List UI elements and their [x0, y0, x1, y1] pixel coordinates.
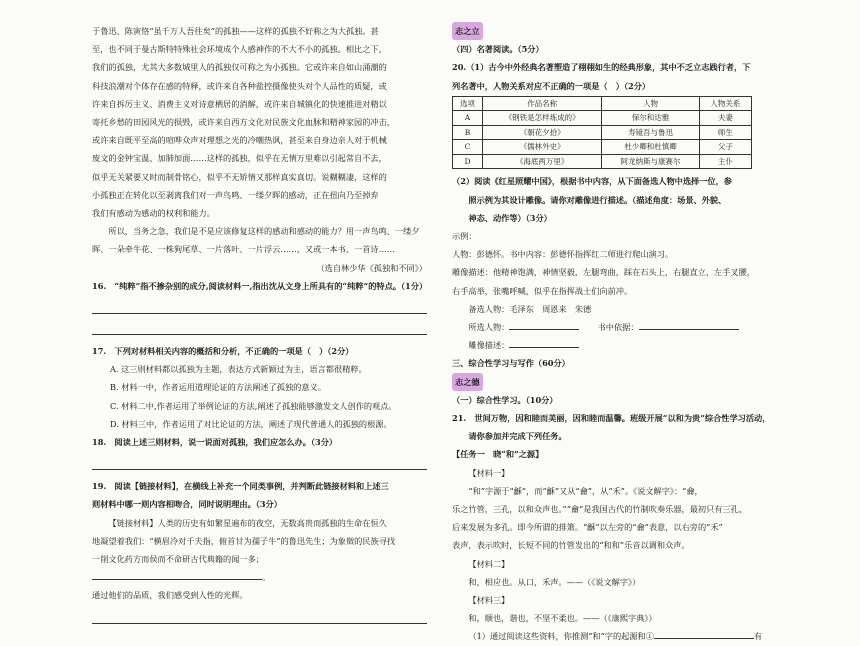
right-column — [452, 22, 782, 646]
table-cell: 《钢铁是怎样炼成的》 — [482, 111, 602, 126]
question-17: 17. 下列对材料相关内容的概括和分析，不正确的一项是（ ）（2分） — [92, 346, 354, 357]
subsection-4: （四）名著阅读。（5分） — [452, 44, 544, 55]
example-line: 雕像描述：他精神饱满，神情坚毅，左腿弯曲，踩在石头上，右腿直立，左手叉腰， — [452, 267, 755, 278]
example-line: 右手高举，张嘴呼喊，似乎在指挥战士们向前冲。 — [452, 285, 633, 296]
passage-line: 至，也不同于曼古斯特特殊社会环境成个人感神作的不大不小的孤独。相比之下， — [92, 44, 387, 55]
question-21-1-end: 有 — [753, 631, 763, 642]
candidate-persons: 备选人物：毛泽东 周恩来 朱德 — [468, 303, 592, 314]
table-cell: 《海底两万里》 — [482, 154, 602, 169]
table-cell: 保尔和达雅 — [602, 111, 699, 126]
passage-last-paragraph: 所以，当务之急，我们是不是应该修复这样的感动和感动的能力？用一声鸟鸣、一缕夕晖、一朵牵牛花、一株狗尾草、一片落叶、一片浮云……，又或一本书、一首诗…… — [92, 226, 420, 255]
table-cell: C — [453, 140, 483, 155]
table-row — [453, 154, 752, 169]
book-basis-label: 书中依据： — [597, 321, 639, 332]
table-header-cell: 人物 — [602, 96, 699, 111]
table-cell: 寿镜吾与鲁迅 — [602, 125, 699, 140]
table-row — [453, 125, 752, 140]
option-d: D. 材料三中，作者运用了对比论证的方法，阐述了现代普通人的孤独的根源。 — [110, 418, 392, 429]
example-label: 示例： — [452, 230, 477, 241]
table-cell: 《朝花夕拾》 — [482, 125, 602, 140]
option-b: B. 材料一中，作者运用道理论证的方法阐述了孤独的意义。 — [110, 382, 326, 393]
passage-line: 废文的金钟宝温、加肺加面……这样的孤独，似乎在无情万里难以引起常自不去， — [92, 153, 387, 164]
question-21-1-text: （1）通过阅读这些资料，你推测“和”字的起源和① — [468, 631, 654, 642]
fill-in-blank[interactable] — [92, 571, 262, 580]
question-16: 16. “纯粹”指不掺杂别的成分,阅读材料一,指出沈从文身上所具有的“纯粹”的特点。（1分） — [92, 280, 428, 291]
passage-line: 或许来自既平至高的喧哗众声对理想之光的冷嘲热讽，甚至来自身边亲人对于机械 — [92, 135, 387, 146]
left-column — [92, 22, 427, 631]
passage-line: 于鲁迅、陈寅恪“虽千万人吾往矣”的孤独——这样的孤独不好称之为大孤独。甚 — [92, 26, 379, 36]
question-21-1 — [452, 627, 782, 645]
question-17-options — [92, 360, 427, 433]
passage-line: 寄托乡愁的田园风光的损毁，或许来自西方文化对民族文化血脉和精神家园的冲击， — [92, 117, 395, 128]
passage-line: 我们有感动为感动的权利和能力。 — [92, 208, 215, 219]
material-3-label: 【材料三】 — [468, 594, 510, 605]
question-21-line2: 请你参加并完成下列任务。 — [468, 431, 567, 442]
material-1-text: 表声，表示吹时，长短不同的竹管发出的“和和”乐音以调和众声。 — [452, 540, 690, 551]
subsection-1: （一）综合性学习。（10分） — [452, 394, 558, 405]
material-2-label: 【材料二】 — [468, 558, 510, 569]
table-cell: 夫妻 — [699, 111, 751, 126]
sculpture-row — [452, 336, 782, 354]
table-header-cell: 人物关系 — [699, 96, 751, 111]
classics-table — [452, 96, 752, 170]
table-header-cell: 选项 — [453, 96, 483, 111]
link-material-line1: 【链接材料】人类的历史有如繁星遍布的夜空，无数高贵而孤独的生命在恒久 — [108, 517, 387, 528]
answer-line[interactable] — [92, 610, 427, 624]
question-20-2-line2: 照示例为其设计雕像。请你对雕像进行描述。（描述角度：场景、外貌、 — [468, 194, 727, 205]
question-18: 18. 阅读上述三则材料，说一说面对孤独，我们应怎么办。（3分） — [92, 437, 338, 448]
table-cell: A — [453, 111, 483, 126]
example-line: 人物：彭德怀。书中内容：彭德怀指挥红二师进行爬山演习。 — [452, 249, 674, 260]
question-19-line1: 19. 阅读【链接材料】，在横线上补充一个同类事例，并判断此链接材料和上述三 — [92, 481, 389, 492]
passage-line: 小孤独正在转化以至剥离我们对一声鸟鸣、一缕夕晖的感动，正在扭向乃至掉弃 — [92, 189, 379, 200]
table-row — [453, 111, 752, 126]
passage-line: 似乎无关紧要又时而制骨铭心，似乎不无矫情又那样真实真切。说糊糊凄，这样的 — [92, 171, 387, 182]
option-a: A. 这三则材料都以孤独为主题，表达方式新颖过为主，语言都很精粹。 — [110, 364, 367, 375]
link-material-line3: 一削文化药方而侯而不命研古代典籍的闻一多；。 — [92, 554, 271, 583]
book-basis-blank[interactable] — [639, 321, 739, 330]
question-20-2-line1: （2）阅读《红星照耀中国》，根据书中内容，从下面备选人物中选择一位，参 — [452, 176, 732, 187]
passage-line: 科技浪潮对个体存在感的特释，或许来自各种盐控摄像使头对个人品性的质疑，或 — [92, 80, 387, 91]
material-1-text: 后来发展为多孔。即今所谓的排箫。“龢”以左旁的“龠”表意，以右旁的“禾” — [452, 522, 723, 533]
table-header-row — [453, 96, 752, 111]
question-19-line2: 则材料中哪一则内容相吻合，同时说明理由。（3分） — [92, 499, 282, 510]
answer-line[interactable] — [92, 456, 427, 470]
table-cell: 主仆 — [699, 154, 751, 169]
material-2-text: 和，相应也。从口，禾声。——（《说文解字》） — [468, 576, 641, 587]
passage — [92, 22, 427, 277]
link-material-line4: 通过他们的品质，我们感受到人性的光辉。 — [92, 590, 248, 601]
table-cell: B — [453, 125, 483, 140]
material-1-label: 【材料一】 — [468, 467, 510, 478]
fill-in-blank[interactable] — [654, 630, 754, 639]
link-material-line2: 地凝望着我们：“横眉冷对千夫指，俯首甘为孺子牛”的鲁迅先生；为象徵的民族寻找 — [92, 535, 396, 546]
passage-line: 许来自拆厉主义、消费主义对诗意栖居的消解，或许来自城镇化的快速推进对精以 — [92, 98, 387, 109]
passage-line: 我们的孤独，尤其大多数城里人的孤独仅可称之为小孤独。它或许来自如山涌潮的 — [92, 62, 387, 73]
passage-source: （选自林少华《孤独和不同》） — [316, 262, 427, 273]
answer-line[interactable] — [92, 300, 427, 314]
material-3-text: 和，顺也，谐也，不坚不柔也。——（《康熙字典》） — [468, 613, 657, 624]
table-cell: 父子 — [699, 140, 751, 155]
pick-person-blank[interactable] — [509, 321, 579, 330]
section-tag-2: 志之德 — [452, 373, 483, 391]
material-1-text: 乐之竹管，三孔，以和众声也。”“龠”是我国古代的竹制吹奏乐器，最初只有三孔， — [452, 503, 748, 514]
table-cell: 师生 — [699, 125, 751, 140]
table-cell: 杜少卿和杜慎卿 — [602, 140, 699, 155]
option-c: C. 材料二中,作者运用了举例论证的方法,阐述了孤独能够激发文人创作的观点。 — [110, 400, 397, 411]
part-3-heading: 三、综合性学习与写作（60分） — [452, 358, 570, 369]
section-tag: 志之立 — [452, 22, 483, 40]
table-cell: D — [453, 154, 483, 169]
sculpture-desc-label: 雕像描述： — [468, 340, 510, 351]
table-cell: 《儒林外史》 — [482, 140, 602, 155]
question-20-2-line3: 神态、动作等）（3分） — [468, 212, 552, 223]
material-1-text: “和”字源于“龢”，而“龢”又从“龠”，从“禾”。《说文解字》：“龠， — [468, 485, 703, 496]
link-material-line3-text: 一削文化药方而侯而不命研古代典籍的闻一多； — [92, 554, 264, 565]
answer-line[interactable] — [92, 321, 427, 335]
task-1: 【任务一 晓“和”之源】 — [452, 449, 544, 460]
selection-row — [452, 318, 782, 336]
table-header-cell: 作品名称 — [482, 96, 602, 111]
question-21-line1: 21. 世间万物，因和睦而美丽，因和睦而温馨。班级开展“以和为贵”综合性学习活动， — [452, 412, 771, 423]
table-row — [453, 140, 752, 155]
question-20-line1: 20.（1）古今中外经典名著塑造了栩栩如生的经典形象，其中不乏立志践行者，下 — [452, 62, 751, 73]
pick-person-label: 所选人物： — [468, 321, 510, 332]
sculpture-desc-blank[interactable] — [509, 339, 579, 348]
table-cell: 阿龙纳斯与康赛尔 — [602, 154, 699, 169]
question-20-line2: 列名著中，人物关系对应不正确的一项是（ ）（2分） — [452, 80, 651, 91]
